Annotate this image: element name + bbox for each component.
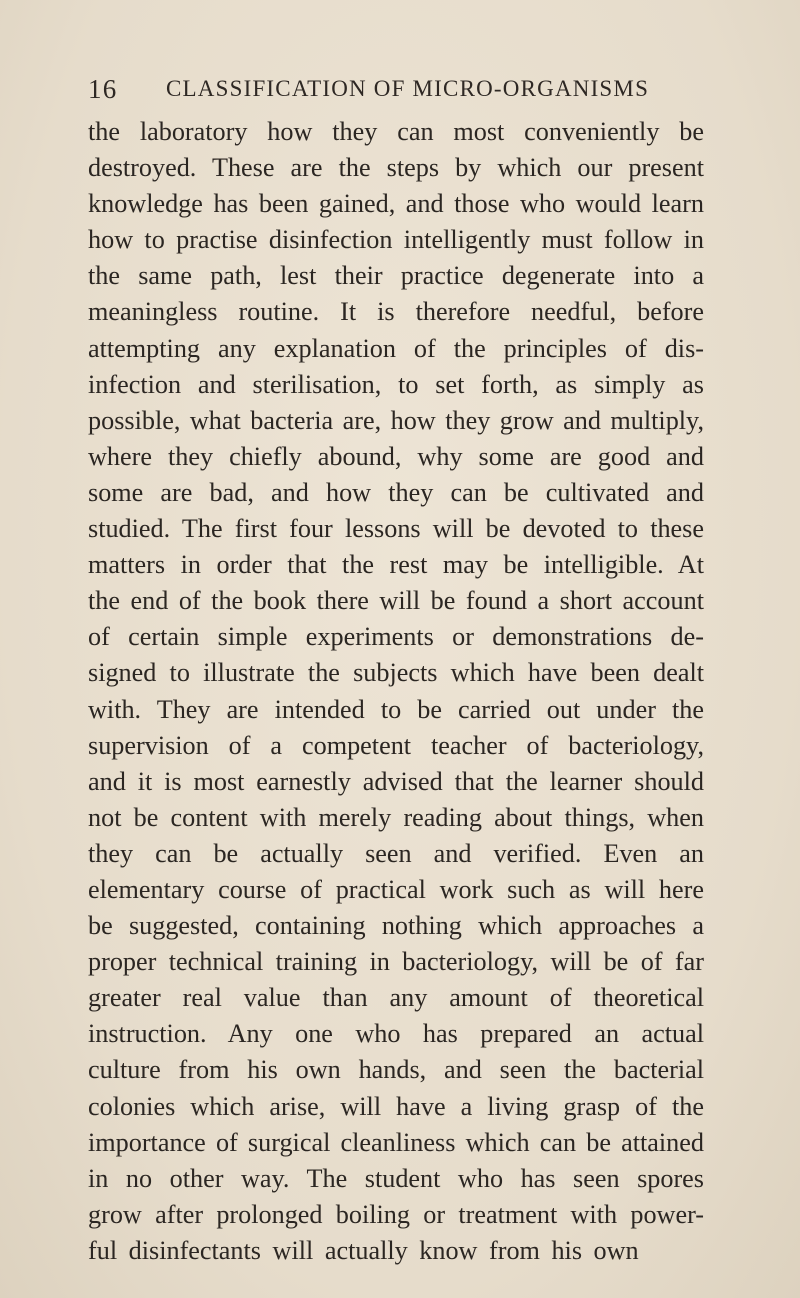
text-line: proper technical training in bacteriology, will be of far <box>88 947 704 977</box>
text-line: elementary course of practical work such as will here <box>88 874 704 904</box>
text-line: instruction. Any one who has prepared an actual <box>88 1019 704 1049</box>
running-head <box>88 74 700 108</box>
body-text <box>88 114 704 1269</box>
text-line: knowledge has been gained, and those who would learn <box>88 189 704 219</box>
text-line: possible, what bacteria are, how they grow and multiply, <box>88 405 704 435</box>
text-line: in no other way. The student who has seen spores <box>88 1163 704 1193</box>
text-line: ful disinfectants will actually know from his own <box>88 1235 639 1265</box>
text-line: colonies which arise, will have a living grasp of the <box>88 1091 704 1121</box>
text-line: matters in order that the rest may be intelligible. At <box>88 550 704 580</box>
text-line: and it is most earnestly advised that the learner should <box>88 766 704 796</box>
text-line: destroyed. These are the steps by which our present <box>88 153 704 183</box>
text-line: be suggested, containing nothing which approaches a <box>88 911 704 941</box>
text-line: greater real value than any amount of theoretical <box>88 983 704 1013</box>
text-line: signed to illustrate the subjects which have been dealt <box>88 658 704 688</box>
text-line: where they chiefly abound, why some are good and <box>88 441 704 471</box>
page-number: 16 <box>88 74 118 104</box>
text-line: meaningless routine. It is therefore needful, before <box>88 297 704 327</box>
text-line: they can be actually seen and verified. Even an <box>88 838 704 868</box>
text-line: of certain simple experiments or demonstrations de- <box>88 622 704 652</box>
text-line: infection and sterilisation, to set forth, as simply as <box>88 369 704 399</box>
text-line: culture from his own hands, and seen the bacterial <box>88 1055 704 1085</box>
text-line: the same path, lest their practice degenerate into a <box>88 261 704 291</box>
text-line: how to practise disinfection intelligently must follow in <box>88 225 704 255</box>
text-line: with. They are intended to be carried out under the <box>88 694 704 724</box>
text-line: supervision of a competent teacher of bacteriology, <box>88 730 704 760</box>
text-line: studied. The first four lessons will be devoted to these <box>88 514 704 544</box>
text-line: some are bad, and how they can be cultivated and <box>88 477 704 507</box>
running-head-title: CLASSIFICATION OF MICRO-ORGANISMS <box>166 76 650 101</box>
text-line: grow after prolonged boiling or treatment with power- <box>88 1199 704 1229</box>
text-line: attempting any explanation of the principles of dis- <box>88 333 704 363</box>
text-line: importance of surgical cleanliness which can be attained <box>88 1127 704 1157</box>
text-line: the end of the book there will be found a short account <box>88 586 704 616</box>
text-line: not be content with merely reading about things, when <box>88 802 704 832</box>
text-line: the laboratory how they can most conveniently be <box>88 117 704 146</box>
